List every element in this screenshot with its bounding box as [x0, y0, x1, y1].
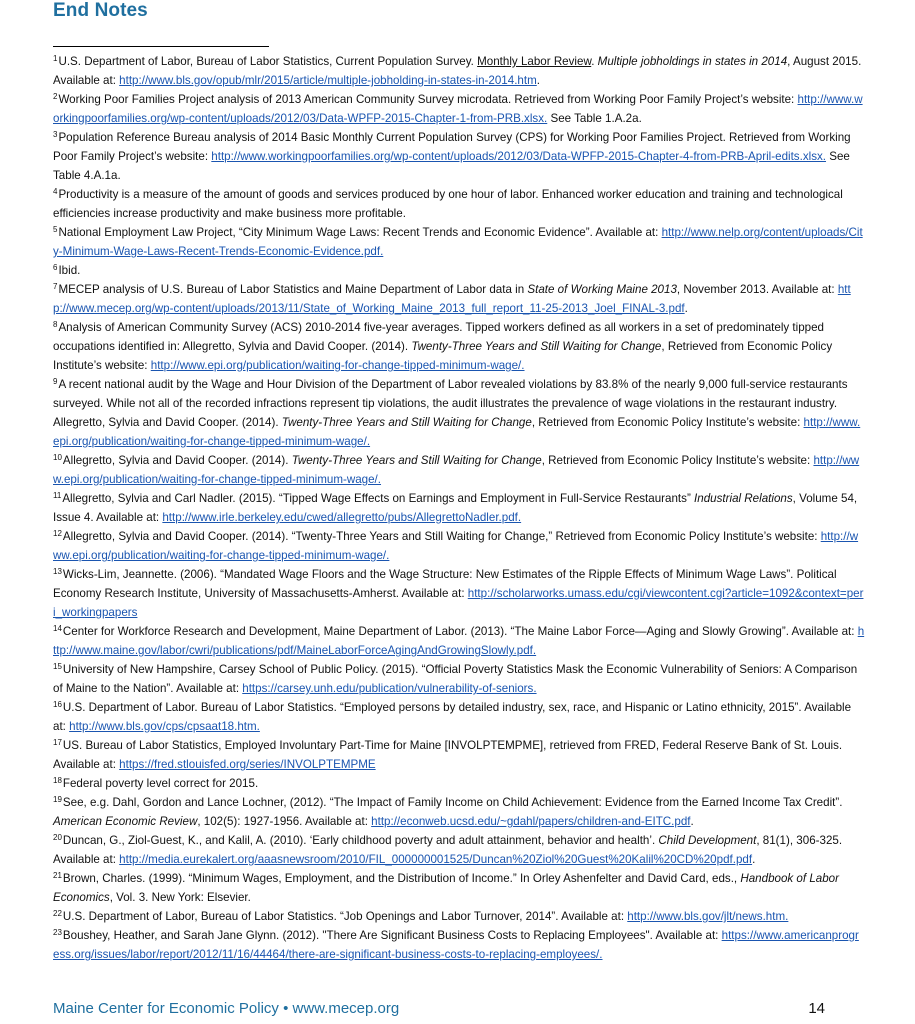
endnote-text: U.S. Department of Labor, Bureau of Labor Statistics. “Job Openings and Labor Turnover, 2014”. Available at:	[62, 910, 628, 923]
endnote-text: .	[591, 55, 598, 68]
endnote-text: Brown, Charles. (1999). “Minimum Wages, Employment, and the Distribution of Income.” In Orley Ashenfelter and David Card, eds.,	[62, 872, 741, 885]
endnote-link[interactable]: https://www.americanprogress.org/issues/labor/report/2012/11/16/44464/there-are-significant-business-costs-to-replacing-employees/.	[53, 929, 859, 961]
endnote-title: Industrial Relations	[694, 492, 793, 505]
endnote	[53, 375, 865, 451]
endnote-text: See Table 4.A.1a.	[53, 150, 850, 182]
endnote-text: See Table 1.A.2a.	[547, 112, 642, 125]
endnote-title: State of Working Maine 2013	[527, 283, 677, 296]
endnote-text: , Volume 54, Issue 4. Available at:	[53, 492, 858, 524]
endnote-number: 17	[53, 738, 62, 747]
endnote-number: 18	[53, 776, 62, 785]
endnote-text: .	[684, 302, 688, 315]
endnote	[53, 527, 865, 565]
endnote-text: University of New Hampshire, Carsey School of Public Policy. (2015). “Official Poverty Statistics Mask the Economic Vulnerability of Seniors: A Comparison of Maine to the Nation”. Available at:	[53, 663, 858, 695]
endnote-text: , Retrieved from Economic Policy Institute’s website:	[531, 416, 804, 429]
endnote-number: 6	[53, 263, 58, 272]
endnote-title: Multiple jobholdings in states in 2014	[597, 55, 788, 68]
endnote	[53, 622, 865, 660]
endnote-link[interactable]: http://www.workingpoorfamilies.org/wp-content/uploads/2012/03/Data-WPFP-2015-Chapter-1-from-PRB.xlsx.	[53, 93, 863, 125]
endnote	[53, 869, 865, 907]
endnote-link[interactable]: http://scholarworks.umass.edu/cgi/viewcontent.cgi?article=1092&context=peri_workingpapers	[53, 587, 864, 619]
endnote	[53, 318, 865, 375]
endnote-text: US. Bureau of Labor Statistics, Employed Involuntary Part-Time for Maine [INVOLPTEMPME], retrieved from FRED, Federal Reserve Bank of St. Louis. Available at:	[53, 739, 843, 771]
endnote-number: 16	[53, 700, 62, 709]
endnote-link[interactable]: http://www.nelp.org/content/uploads/City-Minimum-Wage-Laws-Recent-Trends-Economic-Evidence.pdf.	[53, 226, 863, 258]
endnote-number: 10	[53, 453, 62, 462]
endnote	[53, 831, 865, 869]
endnote	[53, 90, 865, 128]
endnote-title: Twenty-Three Years and Still Waiting for Change	[291, 454, 542, 467]
endnote	[53, 926, 865, 964]
endnote-text: Center for Workforce Research and Development, Maine Department of Labor. (2013). “The Maine Labor Force—Aging and Slowly Growing”. Available at:	[62, 625, 858, 638]
endnote-link[interactable]: http://www.epi.org/publication/waiting-for-change-tipped-minimum-wage/.	[150, 359, 525, 372]
endnote-number: 12	[53, 529, 62, 538]
endnote-text: , November 2013. Available at:	[676, 283, 838, 296]
endnote-link[interactable]: http://www.bls.gov/cps/cpsaat18.htm.	[69, 720, 260, 733]
endnote	[53, 451, 865, 489]
endnote	[53, 489, 865, 527]
endnote	[53, 736, 865, 774]
endnote	[53, 698, 865, 736]
endnote-number: 15	[53, 662, 62, 671]
endnote-title: Twenty-Three Years and Still Waiting for Change	[411, 340, 662, 353]
endnote-link[interactable]: https://carsey.unh.edu/publication/vulnerability-of-seniors.	[242, 682, 537, 695]
endnote-link[interactable]: http://www.epi.org/publication/waiting-for-change-tipped-minimum-wage/.	[53, 454, 860, 486]
endnote-text: , Vol. 3. New York: Elsevier.	[109, 891, 251, 904]
endnote-text: .	[536, 74, 540, 87]
endnote	[53, 261, 865, 280]
endnote-text: Allegretto, Sylvia and David Cooper. (2014).	[62, 454, 292, 467]
endnote	[53, 660, 865, 698]
endnote-text: Working Poor Families Project analysis of 2013 American Community Survey microdata. Retrieved from Working Poor Family Project’s website:	[58, 93, 798, 106]
endnote-text: Wicks-Lim, Jeannette. (2006). “Mandated Wage Floors and the Wage Structure: New Estimates of the Ripple Effects of Minimum Wage Laws”. Political Economy Research Institute, University of Massachusetts-Amherst. Available at:	[53, 568, 837, 600]
endnote-text: National Employment Law Project, “City Minimum Wage Laws: Recent Trends and Economic Evidence”. Available at:	[58, 226, 662, 239]
endnote-number: 1	[53, 54, 58, 63]
endnote-text: Productivity is a measure of the amount of goods and services produced by one hour of labor. Enhanced worker education and training and technological efficiencies increase productivity and make business more profitable.	[53, 188, 843, 220]
endnote-link[interactable]: http://www.workingpoorfamilies.org/wp-content/uploads/2012/03/Data-WPFP-2015-Chapter-4-from-PRB-April-edits.xlsx.	[211, 150, 827, 163]
endnote-number: 9	[53, 377, 58, 386]
endnote-number: 23	[53, 928, 62, 937]
endnote-text: , Retrieved from Economic Policy Institute’s website:	[541, 454, 814, 467]
endnote	[53, 52, 865, 90]
endnote-publication: Monthly Labor Review	[477, 55, 592, 68]
endnote-number: 13	[53, 567, 62, 576]
endnote-number: 22	[53, 909, 62, 918]
endnote-title: Twenty-Three Years and Still Waiting for Change	[281, 416, 532, 429]
endnote-number: 3	[53, 130, 58, 139]
endnote-text: , Retrieved from Economic Policy Institute’s website:	[53, 340, 833, 372]
endnote	[53, 565, 865, 622]
page-footer	[53, 1000, 825, 1022]
endnote-text: .	[752, 853, 756, 866]
endnote-text: Duncan, G., Ziol-Guest, K., and Kalil, A. (2010). ‘Early childhood poverty and adult attainment, behavior and health’.	[62, 834, 659, 847]
endnote-text: Allegretto, Sylvia and Carl Nadler. (2015). “Tipped Wage Effects on Earnings and Employment in Full-Service Restaurants”	[62, 492, 695, 505]
endnote-text: Analysis of American Community Survey (ACS) 2010-2014 five-year averages. Tipped workers defined as all workers in a set of predominately tipped occupations identified in: Allegretto, Sylvia and David Cooper. (2014).	[53, 321, 825, 353]
endnote-link[interactable]: http://econweb.ucsd.edu/~gdahl/papers/children-and-EITC.pdf	[371, 815, 691, 828]
endnote-text: U.S. Department of Labor. Bureau of Labor Statistics. “Employed persons by detailed industry, sex, race, and Hispanic or Latino ethnicity, 2015”. Available at:	[53, 701, 852, 733]
endnote-link[interactable]: http://www.irle.berkeley.edu/cwed/allegretto/pubs/AllegrettoNadler.pdf.	[162, 511, 522, 524]
endnote-number: 5	[53, 225, 58, 234]
endnote-text: A recent national audit by the Wage and Hour Division of the Department of Labor revealed violations by 83.8% of the nearly 9,000 full-service restaurants surveyed. While not all of the recorded infractions represent tip violations, the audit illustrates the prevalence of wage violations in the restaurant industry. Allegretto, Sylvia and David Cooper. (2014).	[53, 378, 848, 429]
page-title: End Notes	[53, 0, 148, 21]
footer-org: Maine Center for Economic Policy • www.mecep.org	[53, 1000, 400, 1017]
endnote-number: 8	[53, 320, 58, 329]
endnote-title: Handbook of Labor Economics	[53, 872, 839, 904]
endnote	[53, 128, 865, 185]
endnote-link[interactable]: http://www.epi.org/publication/waiting-for-change-tipped-minimum-wage/.	[53, 530, 859, 562]
endnote	[53, 793, 865, 831]
endnote-text: Boushey, Heather, and Sarah Jane Glynn. (2012). "There Are Significant Business Costs to Replacing Employees". Available at:	[62, 929, 722, 942]
endnote-text: Federal poverty level correct for 2015.	[62, 777, 259, 790]
endnote-number: 21	[53, 871, 62, 880]
endnote-link[interactable]: http://www.maine.gov/labor/cwri/publications/pdf/MaineLaborForceAgingAndGrowingSlowly.pdf.	[53, 625, 865, 657]
endnote-text: , August 2015. Available at:	[53, 55, 862, 87]
endnote	[53, 774, 865, 793]
endnote-link[interactable]: https://fred.stlouisfed.org/series/INVOLPTEMPME	[119, 758, 376, 771]
endnote-link[interactable]: http://www.bls.gov/opub/mlr/2015/article/multiple-jobholding-in-states-in-2014.htm	[119, 74, 537, 87]
endnote-number: 19	[53, 795, 62, 804]
endnote-link[interactable]: http://www.bls.gov/jlt/news.htm.	[627, 910, 789, 923]
endnote-link[interactable]: http://www.epi.org/publication/waiting-for-change-tipped-minimum-wage/.	[53, 416, 861, 448]
endnote-link[interactable]: http://www.mecep.org/wp-content/uploads/2013/11/State_of_Working_Maine_2013_full_report_11-25-2013_Joel_FINAL-3.pdf	[53, 283, 851, 315]
endnote-title: Child Development	[658, 834, 757, 847]
endnote-text: See, e.g. Dahl, Gordon and Lance Lochner, (2012). “The Impact of Family Income on Child Achievement: Evidence from the Earned Income Tax Credit”.	[62, 796, 843, 809]
endnote-link[interactable]: http://media.eurekalert.org/aaasnewsroom/2010/FIL_000000001525/Duncan%20Ziol%20Guest%20Kalil%20CD%20pdf.pdf	[119, 853, 753, 866]
endnote-number: 4	[53, 187, 58, 196]
endnote-text: U.S. Department of Labor, Bureau of Labor Statistics, Current Population Survey.	[58, 55, 478, 68]
endnote-number: 14	[53, 624, 62, 633]
endnote	[53, 223, 865, 261]
endnote	[53, 280, 865, 318]
endnote-text: MECEP analysis of U.S. Bureau of Labor Statistics and Maine Department of Labor data in	[58, 283, 528, 296]
page-number: 14	[808, 1000, 825, 1017]
endnote-text: Population Reference Bureau analysis of 2014 Basic Monthly Current Population Survey (CPS) for Working Poor Families Project. Retrieved from Working Poor Family Project’s website:	[53, 131, 851, 163]
endnote-text: , 102(5): 1927-1956. Available at:	[197, 815, 372, 828]
endnote	[53, 907, 865, 926]
endnote-title: American Economic Review	[53, 815, 198, 828]
endnote-number: 7	[53, 282, 58, 291]
endnote	[53, 185, 865, 223]
endnote-text: , 81(1), 306-325. Available at:	[53, 834, 843, 866]
endnote-number: 20	[53, 833, 62, 842]
endnotes-list	[53, 52, 865, 964]
endnote-number: 11	[53, 491, 62, 500]
endnote-text: Allegretto, Sylvia and David Cooper. (2014). “Twenty-Three Years and Still Waiting for Change,” Retrieved from Economic Policy Institute’s website:	[62, 530, 821, 543]
endnote-text: .	[690, 815, 694, 828]
footnote-separator	[53, 46, 269, 47]
endnote-number: 2	[53, 92, 58, 101]
endnote-text: Ibid.	[58, 264, 81, 277]
